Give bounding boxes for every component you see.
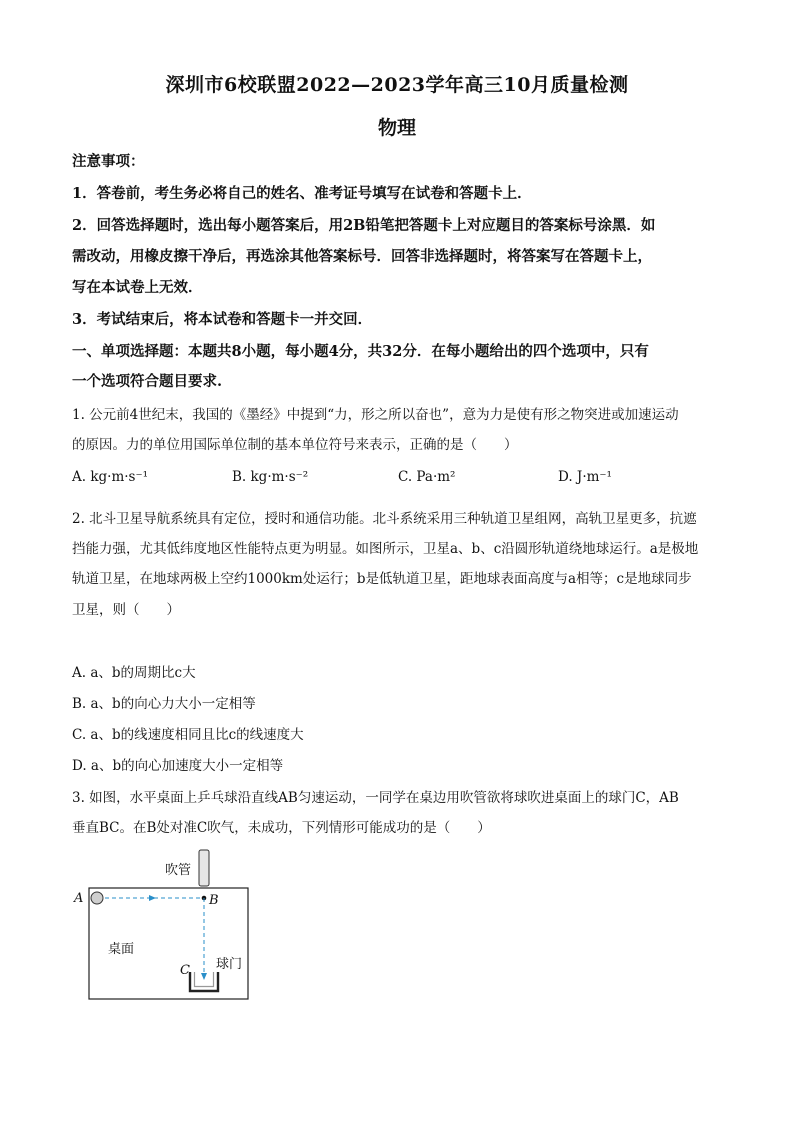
q2-option-d: D. a、b的向心加速度大小一定相等 bbox=[72, 758, 284, 774]
goal-label: 球门 bbox=[216, 957, 243, 972]
q3-text-line-1: 3. 如图，水平桌面上乒乓球沿直线AB匀速运动，一同学在桌边用吹管欲将球吹进桌面上的球门C，AB bbox=[72, 790, 679, 806]
q1-text-line-2: 的原因。力的单位用国际单位制的基本单位符号来表示，正确的是（ ） bbox=[72, 437, 518, 453]
path-ab-arrow bbox=[149, 895, 156, 901]
q3-diagram-svg bbox=[70, 846, 270, 1006]
q2-option-b: B. a、b的向心力大小一定相等 bbox=[72, 696, 256, 712]
q2-text-line-2: 挡能力强，尤其低纬度地区性能特点更为明显。如图所示，卫星a、b、c沿圆形轨道绕地球运行。a是极地 bbox=[72, 541, 699, 557]
path-bc-arrow bbox=[201, 973, 207, 980]
tube-label: 吹管 bbox=[165, 863, 192, 878]
notice-item-3: 3．考试结束后，将本试卷和答题卡一并交回． bbox=[72, 311, 373, 328]
page-subtitle: 物理 bbox=[377, 117, 416, 139]
point-c-label: C bbox=[180, 963, 190, 978]
section-heading-line-2: 一个选项符合题目要求. bbox=[72, 373, 223, 390]
q2-text-line-1: 2. 北斗卫星导航系统具有定位，授时和通信功能。北斗系统采用三种轨道卫星组网，高轨卫星更多，抗遮 bbox=[72, 511, 697, 527]
notice-item-2-line-1: 2．回答选择题时，选出每小题答案后，用2B铅笔把答题卡上对应题目的答案标号涂黑．如 bbox=[72, 217, 656, 234]
ping-pong-ball bbox=[91, 892, 103, 904]
notice-heading: 注意事项： bbox=[72, 153, 145, 170]
q1-option-a: A. kg·m·s⁻¹ bbox=[72, 469, 149, 485]
blow-tube bbox=[199, 850, 209, 886]
page-title: 深圳市6校联盟2022—2023学年高三10月质量检测 bbox=[165, 74, 629, 96]
q2-text-line-4: 卫星，则（ ） bbox=[72, 602, 180, 618]
point-a-label: A bbox=[74, 891, 84, 906]
table-label: 桌面 bbox=[108, 942, 135, 957]
q3-diagram bbox=[70, 846, 270, 1006]
q2-option-a: A. a、b的周期比c大 bbox=[72, 665, 196, 681]
q1-option-b: B. kg·m·s⁻² bbox=[232, 469, 309, 485]
point-b-label: B bbox=[209, 893, 219, 908]
section-heading-line-1: 一、单项选择题：本题共8小题，每小题4分，共32分．在每小题给出的四个选项中，只有 bbox=[72, 343, 649, 360]
q1-option-c: C. Pa·m² bbox=[398, 469, 456, 485]
q2-text-line-3: 轨道卫星，在地球两极上空约1000km处运行；b是低轨道卫星，距地球表面高度与a相等；c是地球同步 bbox=[72, 571, 692, 587]
q3-text-line-2: 垂直BC。在B处对准C吹气，未成功，下列情形可能成功的是（ ） bbox=[72, 820, 491, 836]
notice-item-2-line-2: 需改动，用橡皮擦干净后，再选涂其他答案标号．回答非选择题时，将答案写在答题卡上， bbox=[72, 248, 652, 265]
notice-item-2-line-3: 写在本试卷上无效． bbox=[72, 279, 203, 296]
q2-option-c: C. a、b的线速度相同且比c的线速度大 bbox=[72, 727, 304, 743]
q1-text-line-1: 1. 公元前4世纪末，我国的《墨经》中提到“力，形之所以奋也”，意为力是使有形之物突进或加速运动 bbox=[72, 407, 679, 423]
q1-option-d: D. J·m⁻¹ bbox=[558, 469, 612, 485]
notice-item-1: 1．答卷前，考生务必将自己的姓名、准考证号填写在试卷和答题卡上． bbox=[72, 185, 532, 202]
